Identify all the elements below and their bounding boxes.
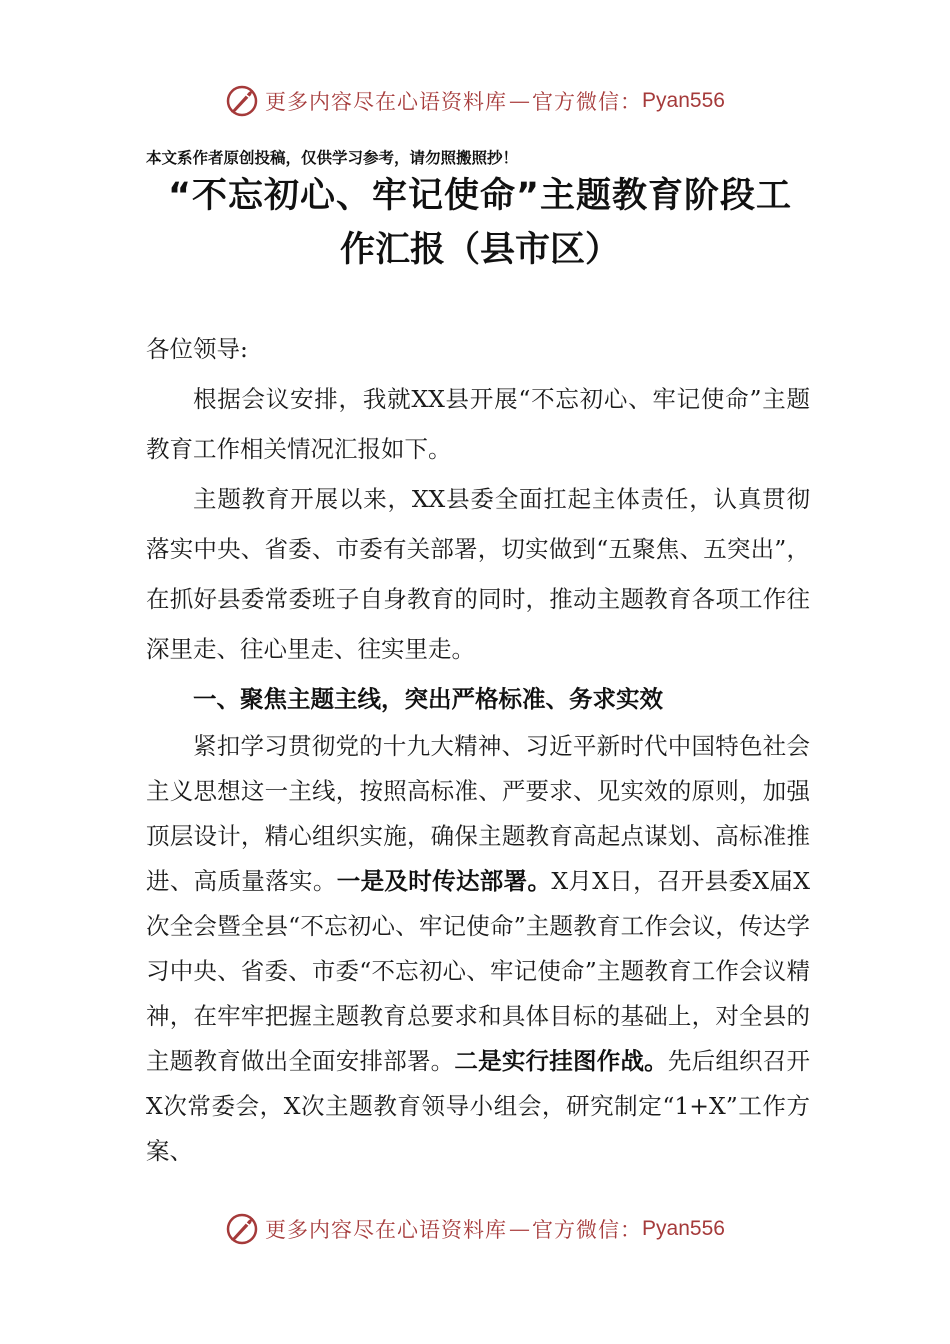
- document-body: [146, 324, 810, 1174]
- watermark-dash: —: [509, 1217, 531, 1241]
- watermark-text: 更多内容尽在心语资料库: [265, 1218, 508, 1242]
- quill-pen-circle-logo: [225, 84, 259, 118]
- watermark-wechat-label: 官方微信：: [532, 1218, 643, 1242]
- watermark-wechat-label: 官方微信：: [532, 90, 643, 114]
- document-title-line-1: “不忘初心、牢记使命”主题教育阶段工: [167, 176, 792, 216]
- section-1-bold-2: 二是实行挂图作战。: [454, 1047, 668, 1075]
- overview-paragraph: 主题教育开展以来，XX县委全面扛起主体责任，认真贯彻落实中央、省委、市委有关部署，切实做到“五聚焦、五突出”，在抓好县委常委班子自身教育的同时，推动主题教育各项工作往深里走、往心里走、往实里走。: [146, 485, 810, 663]
- watermark-text: 更多内容尽在心语资料库: [265, 90, 508, 114]
- document-title-line-2: 作汇报（县市区）: [339, 230, 620, 270]
- quill-pen-circle-logo: [225, 1212, 259, 1246]
- watermark-header: [0, 84, 950, 118]
- watermark-wechat-id: Pyan556: [642, 1217, 725, 1240]
- section-1-text-b: X月X日，召开县委X届X次全会暨全县“不忘初心、牢记使命”主题教育工作会议，传达学习中央、省委、市委“不忘初心、牢记使命”主题教育工作会议精神，在牢牢把握主题教育总要求和具体目标的基础上，对全县的主题教育做出全面安排部署。: [146, 867, 811, 1075]
- section-1-text-c: 先后组织召开X次常委会，X次主题教育领导小组会，研究制定“1+X”工作方案、: [146, 1047, 811, 1165]
- section-1-paragraph: [146, 724, 810, 1174]
- intro-paragraph: 根据会议安排，我就XX县开展“不忘初心、牢记使命”主题教育工作相关情况汇报如下。: [146, 385, 810, 463]
- watermark-dash: —: [509, 89, 531, 113]
- copyright-notice: 本文系作者原创投稿，仅供学习参考，请勿照搬照抄！: [146, 148, 519, 167]
- section-1-text-a: 紧扣学习贯彻党的十九大精神、习近平新时代中国特色社会主义思想这一主线，按照高标准、严要求、见实效的原则，加强顶层设计，精心组织实施，确保主题教育高起点谋划、高标准推进、高质量落实。: [146, 732, 810, 895]
- watermark-wechat-id: Pyan556: [642, 89, 725, 112]
- section-1-bold-1: 一是及时传达部署。: [336, 867, 552, 895]
- salutation: 各位领导:: [146, 335, 248, 363]
- section-heading-1: 一、聚焦主题主线，突出严格标准、务求实效: [193, 685, 663, 713]
- watermark-footer: [0, 1212, 950, 1246]
